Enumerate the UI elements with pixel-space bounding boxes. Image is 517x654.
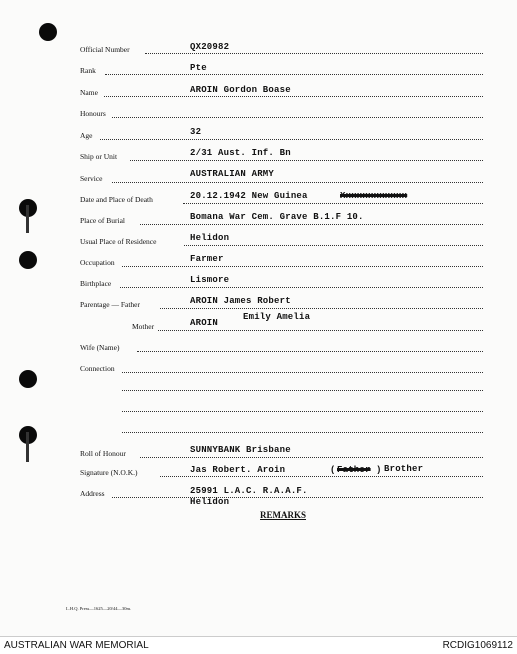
label-honours: Honours [80,109,106,118]
struck-text: Xxxxxxxxxxxx [340,191,408,201]
label-occupation: Occupation [80,258,115,267]
label-date-place-death: Date and Place of Death [80,195,153,204]
punch-hole [19,370,37,388]
value-rank: Pte [190,63,207,73]
label-age: Age [80,131,93,140]
label-birthplace: Birthplace [80,279,112,288]
value-age: 32 [190,127,202,137]
dotted-line [137,351,483,352]
dotted-line [160,308,483,309]
dotted-line [184,245,483,246]
label-official-number: Official Number [80,45,130,54]
label-roll-of-honour: Roll of Honour [80,449,126,458]
label-rank: Rank [80,66,96,75]
value-birthplace: Lismore [190,275,230,285]
printer-line: L.H.Q. Press—1625—20/44—30m. [66,606,132,611]
dotted-line [160,476,483,477]
dotted-line [140,457,483,458]
remarks-heading: REMARKS [260,510,307,520]
punch-hole [39,23,57,41]
value-occupation: Farmer [190,254,224,264]
ink-smudge [26,205,29,233]
label-name: Name [80,88,98,97]
value-ship-or-unit: 2/31 Aust. Inf. Bn [190,148,291,158]
dotted-line [112,497,483,498]
value-mother-surname: AROIN [190,318,219,328]
dotted-line [105,74,483,75]
value-roll-of-honour: SUNNYBANK Brisbane [190,445,291,455]
label-place-of-burial: Place of Burial [80,216,125,225]
dotted-line [158,330,483,331]
dotted-line [122,266,483,267]
label-wife: Wife (Name) [80,343,120,352]
ink-smudge [26,432,29,462]
label-signature: Signature (N.O.K.) [80,468,138,477]
dotted-line [112,117,483,118]
dotted-line [120,287,483,288]
value-mother-given: Emily Amelia [243,312,311,322]
dotted-line [112,182,483,183]
value-residence: Helidon [190,233,230,243]
label-father: Parentage — Father [80,300,140,309]
value-name: AROIN Gordon Boase [190,85,291,95]
value-service: AUSTRALIAN ARMY [190,169,275,179]
value-address-line2: Helidon [190,497,230,507]
label-ship-or-unit: Ship or Unit [80,152,118,161]
value-date-place-death: 20.12.1942 New Guinea [190,191,308,201]
dotted-line [104,96,483,97]
label-residence: Usual Place of Residence [80,237,157,246]
label-address: Address [80,489,105,498]
dotted-line [122,372,483,373]
label-connection: Connection [80,364,115,373]
value-signature: Jas Robert. Aroin [190,465,286,475]
dotted-line [140,224,483,225]
punch-hole [19,251,37,269]
label-service: Service [80,174,103,183]
footer-reference: RCDIG1069112 [442,640,513,651]
dotted-line [183,203,483,204]
value-signature-relation: Brother [384,464,424,474]
value-signature-paren-open: ( [330,465,336,475]
dotted-line [100,139,483,140]
footer-institution: AUSTRALIAN WAR MEMORIAL [4,640,149,651]
archive-footer [0,636,517,654]
dotted-line [130,160,483,161]
value-signature-paren-close: ) [376,465,382,475]
value-address: 25991 L.A.C. R.A.A.F. [190,486,308,496]
dotted-line [122,411,483,412]
struck-text: Father [337,465,371,475]
dotted-line [145,53,483,54]
dotted-line [122,390,483,391]
value-place-of-burial: Bomana War Cem. Grave B.1.F 10. [190,212,364,222]
label-mother: Mother [132,322,155,331]
value-official-number: QX20982 [190,42,230,52]
dotted-line [122,432,483,433]
value-father: AROIN James Robert [190,296,291,306]
